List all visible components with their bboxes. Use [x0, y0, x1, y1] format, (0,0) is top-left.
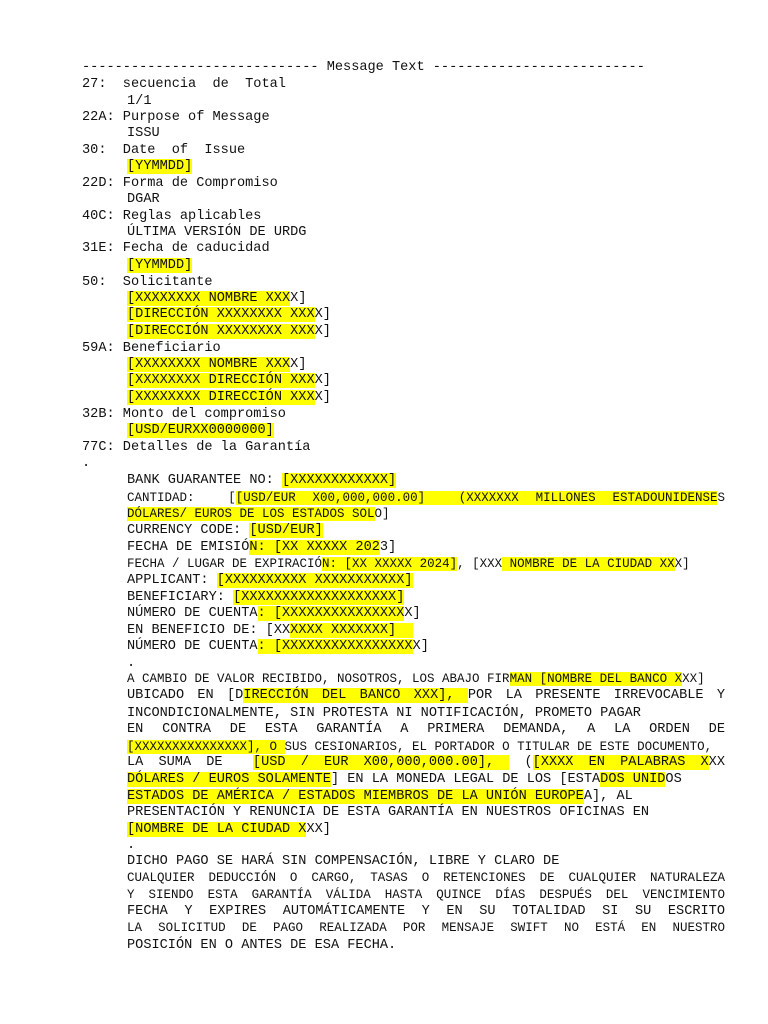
highlighted-text: [USD/EUR X00,000,000.00] (XXXXXXX MILLONES ESTADOUNIDENSE [235, 491, 718, 505]
field-22d-tag: 22D: Forma de Compromiso [82, 176, 278, 191]
highlighted-text: [XXXX EN PALABRAS X [532, 755, 709, 770]
highlighted-text: [USD/EURXX0000000] [127, 423, 274, 438]
field-22a-value: ISSU [127, 126, 160, 141]
field-32b-value [127, 423, 274, 439]
cantidad-line-2 [127, 506, 390, 522]
applicant [127, 573, 413, 589]
label: FECHA DE EMISIÓ [127, 540, 250, 555]
cantidad-line-1 [127, 490, 725, 506]
highlighted-text: DÓLARES/ EUROS DE LOS ESTADOS SOL [127, 507, 375, 521]
highlighted-text: [NOMBRE DE LA CIUDAD X [127, 822, 307, 837]
field-30-value [127, 159, 192, 175]
body2-line-6: POSICIÓN EN O ANTES DE ESA FECHA. [127, 938, 397, 953]
field-22d-value: DGAR [127, 192, 160, 207]
plain-text: UBICADO EN [D [127, 688, 244, 703]
body2-line-4: FECHA Y EXPIRES AUTOMÁTICAMENTE Y EN SU TOTALIDAD SI SU ESCRITO [127, 904, 725, 919]
highlighted-text: : [XXXXXXXXXXXXXXXX [257, 639, 413, 654]
separator-dot: . [127, 656, 136, 671]
fecha-emision [127, 540, 396, 556]
plain-text: XX] [306, 822, 331, 837]
plain-text: [ [211, 491, 236, 505]
plain-text: 3] [379, 540, 397, 555]
field-27-tag: 27: secuencia de Total [82, 77, 286, 92]
highlighted-text: DÓLARES / EUROS SOLAMENTE [127, 772, 331, 787]
highlighted-text: N: [XX XXXXX 202 [249, 540, 380, 555]
body1-line-2 [127, 688, 725, 704]
highlighted-text: [DIRECCIÓN XXXXXXXX XXX [127, 307, 315, 322]
highlighted-text: [YYMMDD] [127, 258, 193, 273]
body1-line-9: PRESENTACIÓN Y RENUNCIA DE ESTA GARANTÍA EN NUESTROS OFICINAS EN [127, 805, 650, 820]
field-40c-tag: 40C: Reglas aplicables [82, 209, 262, 224]
plain-text: X] [314, 324, 331, 339]
label: NÚMERO DE CUENTA [127, 606, 258, 621]
plain-text: X] [290, 357, 307, 372]
plain-text: LA SUMA DE [127, 755, 238, 770]
highlighted-text: [XXXXXXXXXXXXXXX], O [127, 740, 285, 754]
body1-line-5 [127, 739, 712, 755]
body1-line-3: INCONDICIONALMENTE, SIN PROTESTA NI NOTIFICACIÓN, PROMETO PAGAR [127, 706, 641, 721]
highlighted-text: [YYMMDD] [127, 159, 193, 174]
beneficiary [127, 590, 404, 606]
plain-text: SUS CESIONARIOS, EL PORTADOR O TITULAR DE ESTE DOCUMENTO, [284, 740, 713, 754]
body2-line-2: CUALQUIER DEDUCCIÓN O CARGO, TASAS O RETENCIONES DE CUALQUIER NATURALEZA [127, 871, 725, 885]
plain-text: , [XXX [457, 557, 503, 571]
highlighted-text: [USD/EUR] [249, 523, 323, 538]
highlighted-text: N: [XX XXXXX 2024] [322, 557, 458, 571]
field-59a-line [127, 373, 331, 389]
label: CURRENCY CODE: [127, 523, 250, 538]
highlighted-text: : [XXXXXXXXXXXXXXX [257, 606, 405, 621]
label: BANK GUARANTEE NO: [127, 473, 282, 488]
field-59a-line [127, 390, 331, 406]
highlighted-text: [XXXXXXXX NOMBRE XXX [127, 291, 291, 306]
plain-text: XX [708, 755, 725, 770]
field-27-value: 1/1 [127, 94, 152, 109]
bank-guarantee-no [127, 473, 396, 489]
highlighted-text: IRECCIÓN DEL BANCO XXX], [243, 688, 468, 703]
body1-line-8 [127, 789, 633, 805]
plain-text: A], AL [583, 789, 633, 804]
highlighted-text: [XXXXXXXXXXXX] [282, 473, 397, 488]
plain-text: X] [674, 557, 690, 571]
plain-text: X] [314, 373, 331, 388]
label: EN BENEFICIO DE: [XX [127, 623, 291, 638]
separator-dot: . [127, 838, 136, 853]
highlighted-text: [XXXXXXXX DIRECCIÓN XXX [127, 390, 315, 405]
highlighted-text: [USD / EUR X00,000,000.00], [252, 755, 510, 770]
plain-text: S [717, 491, 725, 505]
field-50-tag: 50: Solicitante [82, 275, 213, 290]
body2-line-5: LA SOLICITUD DE PAGO REALIZADA POR MENSAJE SWIFT NO ESTÁ EN NUESTRO [127, 921, 725, 935]
currency-code [127, 523, 323, 539]
field-31e-tag: 31E: Fecha de caducidad [82, 241, 270, 256]
separator-dot: . [82, 456, 91, 471]
body1-line-7 [127, 772, 682, 788]
highlighted-text: XXXX XXXXXXX] [290, 623, 413, 638]
plain-text: POR LA PRESENTE IRREVOCABLE Y [467, 688, 725, 703]
field-22a-tag: 22A: Purpose of Message [82, 110, 270, 125]
body2-line-3: Y SIENDO ESTA GARANTÍA VÁLIDA HASTA QUINCE DÍAS DESPUÉS DEL VENCIMIENTO [127, 888, 725, 902]
field-50-line [127, 307, 331, 323]
body2-line-1: DICHO PAGO SE HARÁ SIN COMPENSACIÓN, LIBRE Y CLARO DE [127, 854, 560, 869]
numero-de-cuenta-1 [127, 606, 421, 622]
message-text-header: ----------------------------- Message Text -------------------------- [82, 60, 645, 75]
en-beneficio-de [127, 623, 413, 639]
body1-line-10 [127, 822, 331, 838]
highlighted-text: [XXXXXXXXXX XXXXXXXXXXX] [216, 573, 413, 588]
plain-text: OS [665, 772, 682, 787]
fecha-lugar-expiracion [127, 556, 690, 572]
plain-text: X] [314, 307, 331, 322]
highlighted-text: MAN [NOMBRE DEL BANCO X [509, 672, 683, 686]
label: BENEFICIARY: [127, 590, 234, 605]
label: CANTIDAD: [127, 491, 195, 505]
field-30-tag: 30: Date of Issue [82, 143, 246, 158]
highlighted-text: NOMBRE DE LA CIUDAD XX [502, 557, 675, 571]
plain-text: XX] [682, 672, 705, 686]
field-50-line [127, 324, 331, 340]
label: NÚMERO DE CUENTA [127, 639, 258, 654]
highlighted-text: [XXXXXXXX DIRECCIÓN XXX [127, 373, 315, 388]
plain-text: A CAMBIO DE VALOR RECIBIDO, NOSOTROS, LOS ABAJO FIR [127, 672, 510, 686]
field-59a-tag: 59A: Beneficiario [82, 341, 221, 356]
highlighted-text: [XXXXXXXXXXXXXXXXXXX] [233, 590, 405, 605]
field-40c-value: ÚLTIMA VERSIÓN DE URDG [127, 225, 307, 240]
field-50-line [127, 291, 306, 307]
plain-text: X] [404, 606, 421, 621]
field-32b-tag: 32B: Monto del compromiso [82, 407, 286, 422]
plain-text: ] EN LA MONEDA LEGAL DE LOS [ESTA [330, 772, 601, 787]
body1-line-4: EN CONTRA DE ESTA GARANTÍA A PRIMERA DEMANDA, A LA ORDEN DE [127, 722, 725, 737]
field-77c-tag: 77C: Detalles de la Garantía [82, 440, 311, 455]
highlighted-text: [XXXXXXXX NOMBRE XXX [127, 357, 291, 372]
plain-text: X] [290, 291, 307, 306]
numero-de-cuenta-2 [127, 639, 429, 655]
field-59a-line [127, 357, 306, 373]
label: APPLICANT: [127, 573, 217, 588]
plain-text: O] [374, 507, 390, 521]
highlighted-text: DOS UNID [600, 772, 666, 787]
highlighted-text: ESTADOS DE AMÉRICA / ESTADOS MIEMBROS DE LA UNIÓN EUROPE [127, 789, 584, 804]
body1-line-6 [127, 755, 725, 771]
body1-line-1 [127, 671, 705, 687]
plain-text: X] [314, 390, 331, 405]
plain-text: ( [524, 755, 533, 770]
plain-text: X] [412, 639, 429, 654]
field-31e-value [127, 258, 192, 274]
highlighted-text: [DIRECCIÓN XXXXXXXX XXX [127, 324, 315, 339]
label: FECHA / LUGAR DE EXPIRACIÓ [127, 557, 323, 571]
